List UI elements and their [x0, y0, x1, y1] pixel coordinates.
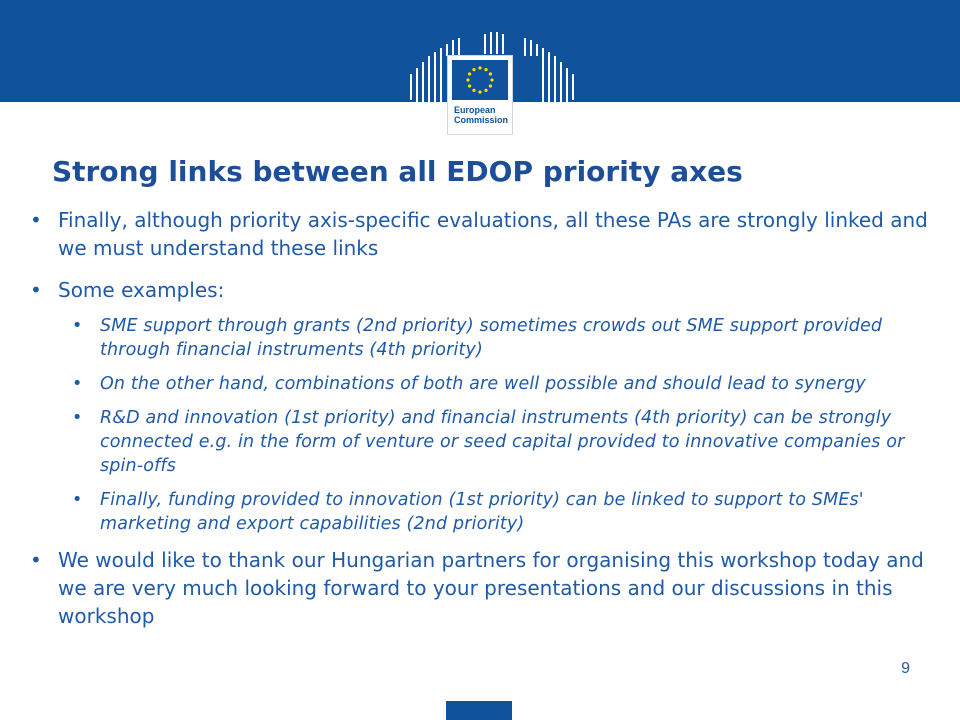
footer-tab — [446, 701, 512, 720]
slide-content — [30, 206, 940, 630]
logo-text-line2: Commission — [454, 115, 509, 125]
closing-bullet: • We would like to thank our Hungarian partners for organising this workshop today and we are very much looking forward to your presentations and our discussions in this workshop — [30, 546, 940, 630]
logo-panel — [447, 55, 513, 135]
bullet-2: • Some examples: — [30, 276, 940, 304]
sub-bullet-3: • R&D and innovation (1st priority) and financial instruments (4th priority) can be strongly connected e.g. in the form of venture or seed capital provided to innovative companies or spin-offs — [30, 406, 940, 478]
sub-bullet-1: • SME support through grants (2nd priority) sometimes crowds out SME support provided through financial instruments (4th priority) — [30, 314, 940, 362]
slide-title: Strong links between all EDOP priority axes — [52, 155, 743, 188]
page-number: 9 — [901, 660, 910, 677]
logo-text-line1: European — [454, 105, 496, 115]
logo-wordmark — [454, 105, 512, 125]
sub-bullet-list — [30, 314, 940, 536]
sub-bullet-4: • Finally, funding provided to innovation (1st priority) can be linked to support to SMEs' marketing and export capabilities (2nd priority) — [30, 488, 940, 536]
bullet-1: • Finally, although priority axis-specific evaluations, all these PAs are strongly linked and we must understand these links — [30, 206, 940, 262]
sub-bullet-2: • On the other hand, combinations of both are well possible and should lead to synergy — [30, 372, 940, 396]
eu-flag-icon — [452, 60, 508, 100]
